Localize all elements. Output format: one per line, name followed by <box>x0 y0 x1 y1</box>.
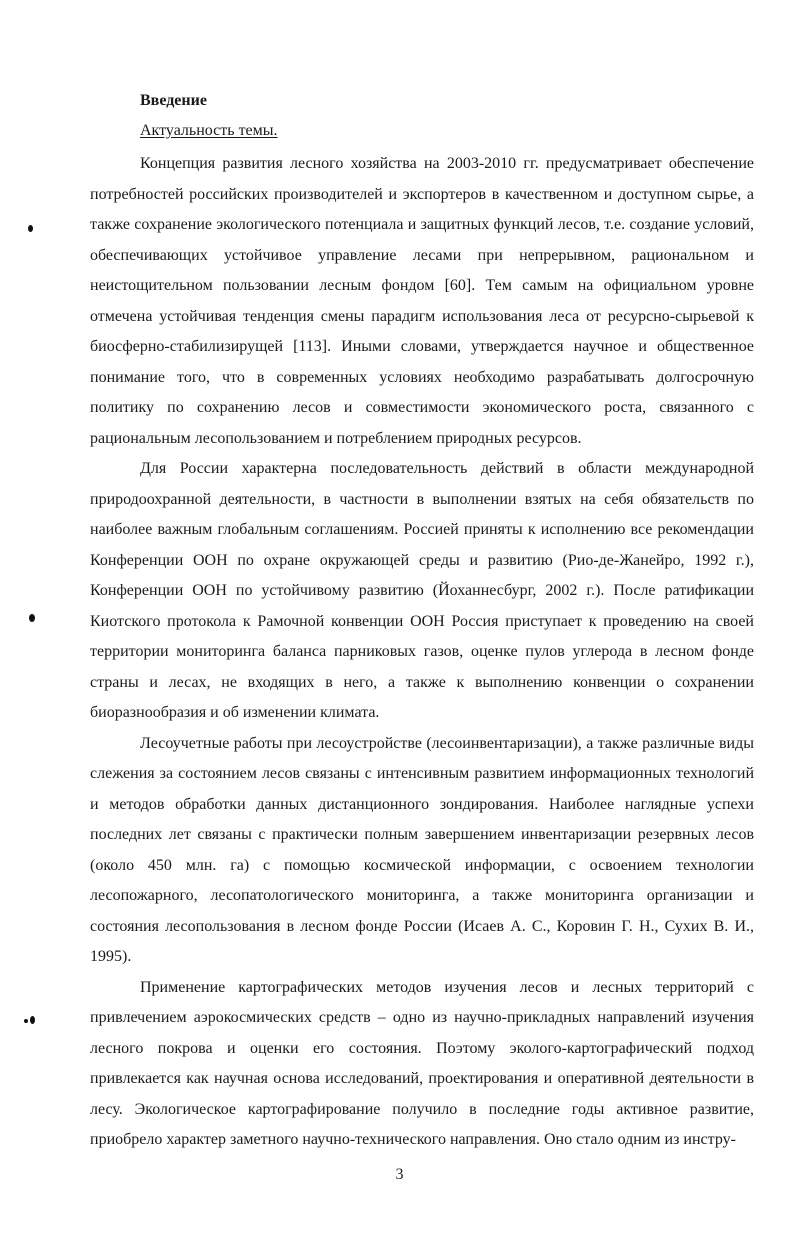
page-number: 3 <box>395 1166 404 1183</box>
scan-speck <box>30 1016 35 1024</box>
scan-speck <box>29 614 35 622</box>
scan-speck <box>24 1019 28 1023</box>
paragraph: Концепция развития лесного хозяйства на 2003-2010 гг. предусматривает обеспечение потребностей российских производителей и экспортеров в качественном и доступном сырье, а также сохранение экологического потенциала и защитных функций лесов, т.е. создание условий, обеспечивающих устойчивое управление лесами при непрерывном, рациональном и неистощительном пользовании лесным фондом [60]. Тем самым на официальном уровне отмечена устойчивая тенденция смены парадигм использования леса от ресурсно-сырьевой к биосферно-стабилизирущей [113]. Иными словами, утверждается научное и общественное понимание того, что в современных условиях необходимо разрабатывать долгосрочную политику по сохранению лесов и совместимости экономического роста, связанного с рациональным лесопользованием и потреблением природных ресурсов. <box>90 155 754 447</box>
paragraph: Лесоучетные работы при лесоустройстве (лесоинвентаризации), а также различные виды слежения за состоянием лесов связаны с интенсивным развитием информационных технологий и методов обработки данных дистанционного зондирования. Наиболее наглядные успехи последних лет связаны с практически полным завершением инвентаризации резервных лесов (около 450 млн. га) с помощью космической информации, с освоением технологии лесопожарного, лесопатологического мониторинга, а также мониторинга организации и состояния лесопользования в лесном фонде России (Исаев А. С., Коровин Г. Н., Сухих В. И., 1995). <box>90 734 754 965</box>
subsection-heading: Актуальность темы. <box>140 122 278 139</box>
paragraph: Применение картографических методов изучения лесов и лесных территорий с привлечением аэрокосмических средств – одно из научно-прикладных направлений изучения лесного покрова и оценки его состояния. Поэтому эколого-картографический подход привлекается как научная основа исследований, проектирования и оперативной деятельности в лесу. Экологическое картографирование получило в последние годы активное развитие, приобрело характер заметного научно-технического направления. Оно стало одним из инстру- <box>90 978 754 1148</box>
body-text <box>90 149 754 1156</box>
paragraph: Для России характерна последовательность действий в области международной природоохранной деятельности, в частности в выполнении взятых на себя обязательств по наиболее важным глобальным соглашениям. Россией приняты к исполнению все рекомендации Конференции ООН по охране окружающей среды и развитию (Рио-де-Жанейро, 1992 г.), Конференции ООН по устойчивому развитию (Йоханнесбург, 2002 г.). После ратификации Киотского протокола к Рамочной конвенции ООН Россия приступает к проведению на своей территории мониторинга баланса парниковых газов, оценке пулов углерода в лесном фонде страны и лесах, не входящих в него, а также к выполнению конвенции о сохранении биоразнообразия и об изменении климата. <box>90 460 754 721</box>
section-heading: Введение <box>140 92 207 109</box>
scan-speck <box>28 225 33 232</box>
